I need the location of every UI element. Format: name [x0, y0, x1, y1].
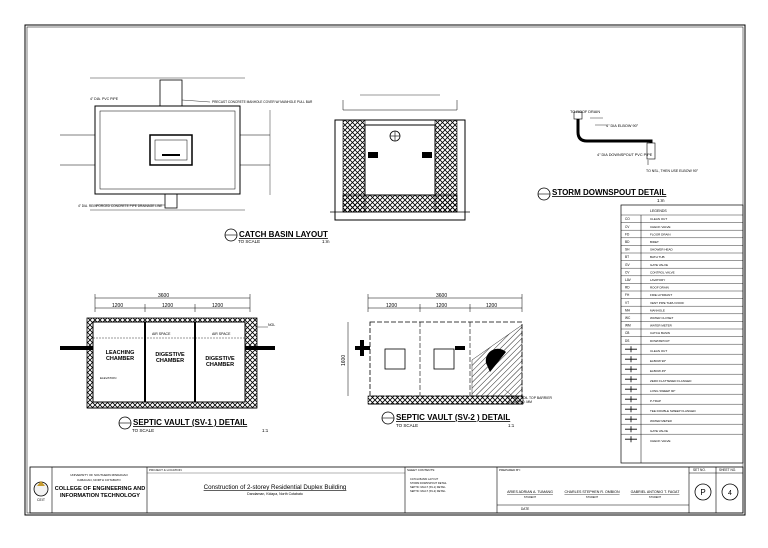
legend-desc: ZERO FLATTENED FLANGED [650, 378, 692, 383]
sv1-dim-1: 1200 [112, 303, 124, 309]
tb-prepared-label: PREPARED BY: [499, 468, 521, 472]
sv1-chamber-2: DIGESTIVE CHAMBER [155, 352, 185, 364]
tb-contents-4: SEPTIC VAULT (SV-2) DETAIL [410, 490, 446, 493]
sv1-scale-value: 1:1 [262, 428, 269, 433]
legend-row [625, 278, 665, 282]
tb-project-label: PROJECT & LOCATION [149, 468, 182, 472]
legend-code: GV [625, 262, 630, 267]
legend-code: LAV [625, 278, 631, 282]
legend-row [625, 217, 667, 221]
sv2-scale-value: 1:1 [508, 423, 515, 428]
legend-row [625, 293, 672, 297]
legend-code: DS [625, 338, 630, 343]
legend-row [625, 324, 673, 328]
legend-symbol [625, 376, 637, 382]
legend-row [625, 376, 692, 383]
legend-desc: MANHOLE [650, 308, 665, 313]
legend-row [625, 406, 696, 413]
legend-row [625, 232, 671, 236]
tb-project-location: Dandaman, Kidapa, North Cotabato [247, 492, 303, 496]
tb-contents-3: SEPTIC VAULT (SV-1) DETAIL [410, 486, 446, 489]
legend-code: WC [625, 316, 631, 320]
sv1-title-group [119, 417, 269, 433]
legend-desc: BATH TUB [650, 255, 665, 260]
legend-row [625, 436, 671, 443]
legend-table [621, 205, 743, 463]
tb-preparer-2: CHARLES STEPHEN R. OMBION [564, 490, 620, 494]
legend-symbol [625, 416, 637, 422]
tb-contents-label: SHEET CONTENTS: [407, 468, 436, 472]
legend-symbol [625, 406, 637, 412]
tb-role-2: STUDENT [585, 496, 599, 499]
sv2-height-dim: 1600 [341, 354, 347, 366]
tb-role-3: STUDENT [648, 496, 662, 499]
legend-desc: CONTROL VALVE [650, 270, 675, 275]
storm-roof-drain: TO ROOF DRAIN [570, 110, 601, 114]
sv1-figure [60, 294, 275, 408]
catch-basin-section [330, 95, 470, 220]
legend-row [625, 366, 667, 373]
tb-university: UNIVERSITY OF SOUTHERN MINDANAO [70, 473, 128, 477]
legend-desc: ELBOW 90° [650, 358, 667, 363]
legend-row [625, 270, 675, 274]
sv1-scale-label: TO SCALE [132, 428, 155, 433]
sv1-chamber-3: DIGESTIVE CHAMBER [205, 356, 235, 368]
sv2-dim-3: 1200 [486, 303, 498, 309]
legend-row [625, 263, 668, 267]
sv2-figure [348, 294, 523, 404]
legend-desc: DOWNSPOUT [650, 338, 670, 343]
sv1-dim-2: 1200 [162, 303, 174, 309]
storm-to-nsl: TO NSL, THEN USE ELBOW 90° [646, 169, 699, 173]
legend-symbol [625, 346, 637, 352]
legend-desc: LONG SWEEP 90° [650, 388, 676, 393]
sv1-air-space: AIR SPACE [152, 332, 171, 336]
tb-project-name: Construction of 2-storey Residential Duplex Building [203, 484, 347, 491]
cb-cover-callout: PRECAST CONCRETE MANHOLE COVER W/ MANHOLE PULL BAR [212, 100, 313, 104]
legend-row [625, 386, 676, 393]
legend-header: LEGENDS [650, 209, 667, 213]
legend-code: CV [625, 270, 630, 275]
legend-code: FD [625, 232, 630, 237]
legend-code: FH [625, 293, 630, 298]
storm-title-group [538, 188, 666, 203]
sv2-title-group [382, 412, 515, 428]
legend-desc: FLOOR DRAIN [650, 232, 671, 237]
sv2-dim-2: 1200 [436, 303, 448, 309]
legend-row [625, 339, 670, 343]
storm-title: STORM DOWNSPOUT DETAIL [552, 188, 667, 197]
cb-pvc-callout: 4" DIA. PVC PIPE [90, 97, 119, 101]
sv2-gravel-callout: STONE SOIL TOP BARRIER AT 300 SQ. MM [508, 396, 552, 404]
legend-row [625, 225, 671, 229]
legend-symbol [625, 426, 637, 432]
sv2-total-dim: 3600 [436, 293, 448, 299]
tb-sheet-no: 4 [728, 490, 732, 497]
legend-row [625, 416, 673, 423]
legend-row [625, 426, 668, 433]
cb-scale-label: TO SCALE [238, 239, 261, 244]
legend-row [625, 301, 684, 305]
legend-code: WM [625, 323, 631, 328]
tb-preparer-1: ARIES ADRIAN A. TUMANG [507, 490, 553, 494]
legend-desc: CATCH BASIN [650, 331, 670, 336]
tb-set-no: P [700, 488, 706, 497]
tb-contents-2: STORM DOWNSPOUT DETAIL [410, 482, 447, 485]
legend-row [625, 396, 661, 403]
legend-symbol [625, 356, 637, 362]
legend-desc: WATER CLOSET [650, 316, 674, 320]
sv2-scale-label: TO SCALE [396, 423, 419, 428]
svg-text:ELEVATION: ELEVATION [100, 376, 117, 380]
catch-basin-title-group [225, 229, 330, 244]
legend-symbol [625, 396, 637, 402]
tb-campus: KABACAN, NORTH COTABATO [77, 478, 121, 482]
inner-border [27, 27, 743, 513]
legend-code: MH [625, 308, 630, 313]
cb-title: CATCH BASIN LAYOUT [239, 230, 328, 239]
tb-date-label: DATE [521, 507, 530, 511]
sv2-dim-1: 1200 [386, 303, 398, 309]
legend-code: BT [625, 255, 630, 260]
legend-desc: TEE DOUBLE SWEEP FLANGED [650, 408, 696, 413]
storm-downspout: 4" DIA DOWNSPOUT PVC PIPE [597, 153, 653, 157]
legend-row [625, 248, 674, 252]
cb-pipe-callout: 4" DIA. REINFORCED CONCRETE PIPE DRAINAGE LINE [78, 204, 163, 208]
legend-symbol [625, 386, 637, 392]
legend-desc: GATE VALVE [650, 262, 669, 267]
legend-code: SH [625, 247, 630, 252]
legend-code: BD [625, 240, 630, 244]
legend-code: CB [625, 331, 630, 336]
legend-desc: CHECK VALVE [650, 438, 671, 443]
storm-downspout-figure [574, 112, 655, 165]
storm-scale: 1:m [657, 198, 665, 203]
legend-symbol [625, 366, 637, 372]
legend-code: CO [625, 217, 630, 222]
legend-desc: SHOWER HEAD [650, 247, 673, 252]
sv1-title: SEPTIC VAULT (SV-1 ) DETAIL [133, 418, 248, 427]
legend-desc: CLEAN OUT [650, 348, 668, 353]
legend-desc: P-TRAP [650, 398, 662, 403]
sv1-total-dim: 3600 [158, 293, 170, 299]
legend-desc: WATER METER [650, 323, 672, 328]
storm-elbow: 4" DIA ELBOW 90° [606, 124, 639, 128]
sv1-ngl: NGL [268, 323, 276, 327]
legend-desc: ROOF DRAIN [650, 285, 669, 290]
tb-college: COLLEGE OF ENGINEERING AND INFORMATION TECHNOLOGY [54, 486, 146, 499]
legend-row [625, 331, 670, 335]
legend-row [625, 308, 665, 312]
legend-code: VT [625, 300, 630, 305]
legend-symbol [625, 436, 637, 442]
sv1-air-space-2: AIR SPACE [212, 332, 231, 336]
legend-code: RD [625, 285, 630, 290]
legend-desc: VENT PIPE THRU ROOF [650, 300, 685, 305]
sv1-chamber-1: LEACHING CHAMBER [105, 350, 135, 362]
tb-contents-1: CATCH BASIN LAYOUT [410, 478, 439, 481]
legend-row [625, 240, 659, 244]
legend-desc: LAVATORY [650, 278, 666, 282]
legend-desc: WATER METER [650, 418, 672, 423]
legend-row [625, 346, 667, 353]
outer-border [25, 25, 745, 515]
legend-desc: GATE VALVE [650, 428, 669, 433]
tb-set-label: SET NO. [693, 468, 706, 472]
legend-row [625, 316, 674, 320]
cb-scale-value: 1:m [322, 239, 330, 244]
legend-desc: CHECK VALVE [650, 224, 671, 229]
legend-desc: BIDET [650, 240, 659, 244]
sv1-dim-3: 1200 [212, 303, 224, 309]
sv2-title: SEPTIC VAULT (SV-2 ) DETAIL [396, 413, 511, 422]
tb-role-1: STUDENT [523, 496, 537, 499]
tb-preparer-3: GABRIEL ANTONIO T. FAGAT [630, 490, 680, 494]
legend-row [625, 286, 669, 290]
legend-row [625, 356, 667, 363]
legend-desc: ELBOW 45° [650, 368, 667, 373]
logo-text: CEIT [37, 498, 45, 502]
legend-row [625, 255, 665, 259]
legend-desc: FIRE HYDRANT [650, 293, 673, 298]
legend-code: CV [625, 224, 630, 229]
tb-sheet-label: SHEET NO. [719, 468, 737, 472]
legend-desc: CLEAN OUT [650, 217, 668, 222]
